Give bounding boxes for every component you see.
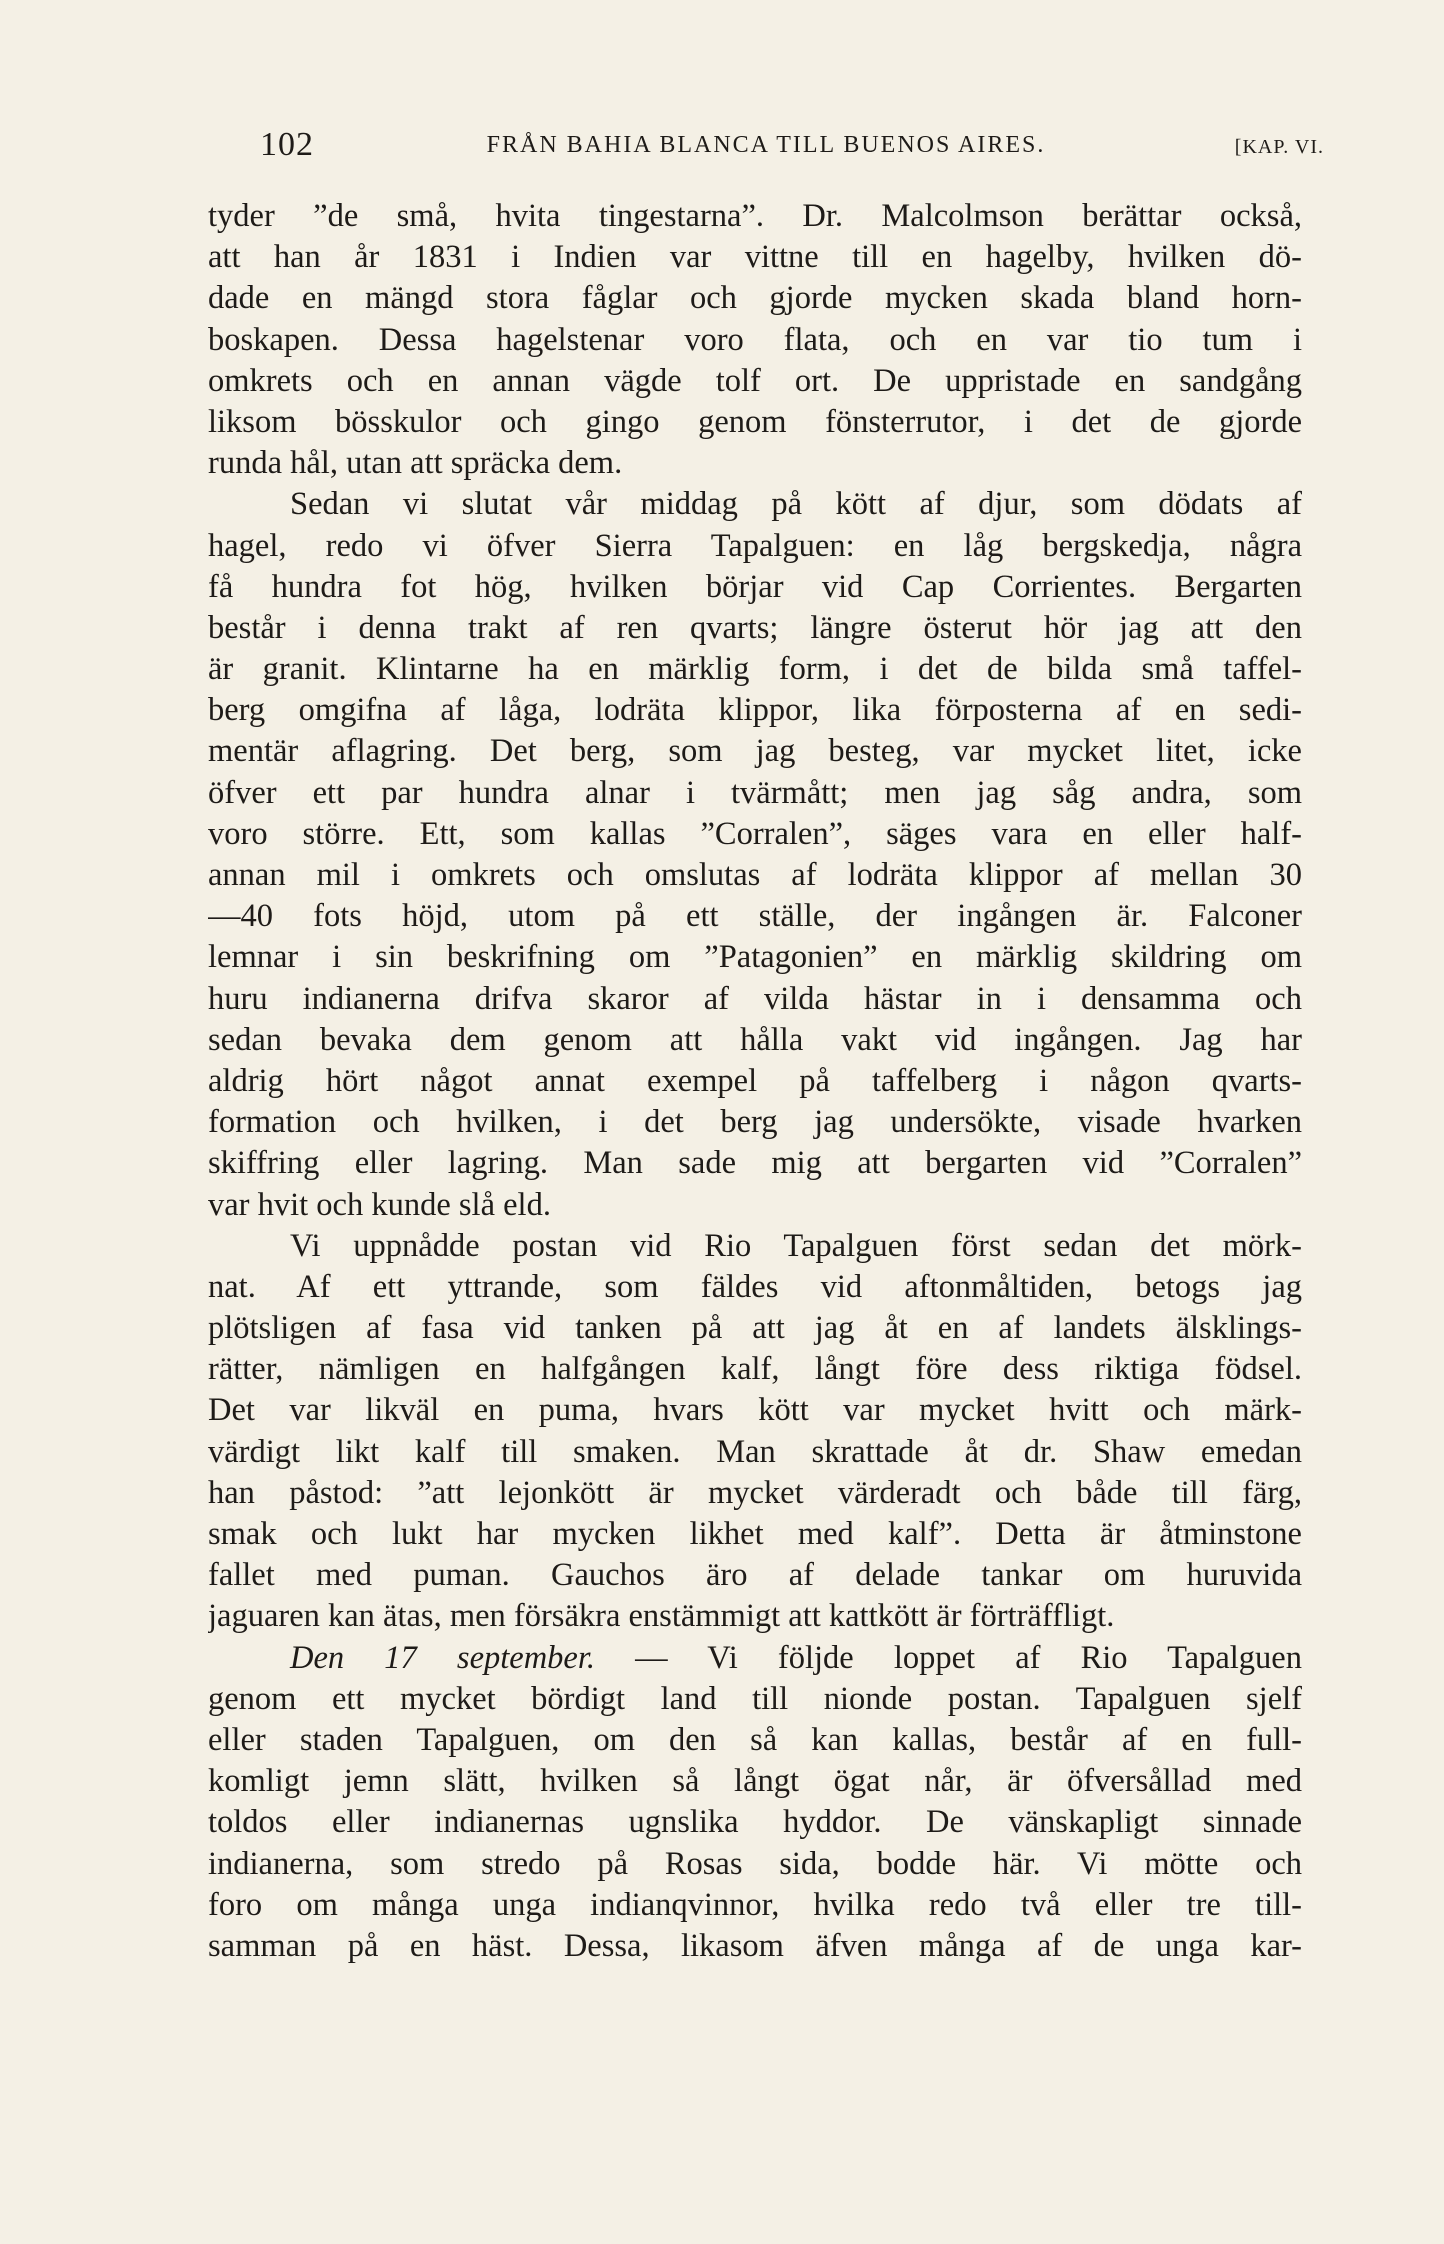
text-line: han påstod: ”att lejonkött är mycket värderadt och både till färg,	[208, 1474, 1302, 1511]
dateline: Den 17 september.	[290, 1639, 596, 1676]
text-line: att han år 1831 i Indien var vittne till en hagelby, hvilken dö-	[208, 239, 1302, 276]
chapter-label: [KAP. VI.	[1234, 136, 1324, 158]
text-line: värdigt likt kalf till smaken. Man skrattade åt dr. Shaw emedan	[208, 1433, 1302, 1470]
page-header	[208, 126, 1324, 176]
text-line: omkrets och en annan vägde tolf ort. De uppristade en sandgång	[208, 362, 1302, 399]
text-line: boskapen. Dessa hagelstenar voro flata, och en var tio tum i	[208, 321, 1302, 358]
text-line: få hundra fot hög, hvilken börjar vid Cap Corrientes. Bergarten	[208, 568, 1302, 605]
text-line: aldrig hört något annat exempel på taffelberg i någon qvarts-	[208, 1062, 1302, 1099]
text-line: samman på en häst. Dessa, likasom äfven många af de unga kar-	[208, 1927, 1302, 1964]
text-line: indianerna, som stredo på Rosas sida, bodde här. Vi mötte och	[208, 1845, 1302, 1882]
text-line: voro större. Ett, som kallas ”Corralen”, säges vara en eller half-	[208, 815, 1302, 852]
text-line: runda hål, utan att spräcka dem.	[208, 445, 623, 482]
text-line: Vi uppnådde postan vid Rio Tapalguen först sedan det mörk-	[290, 1227, 1302, 1264]
text-line: Sedan vi slutat vår middag på kött af djur, som dödats af	[290, 486, 1302, 523]
dateline-line	[208, 1638, 1302, 1679]
text-line: fallet med puman. Gauchos äro af delade tankar om huruvida	[208, 1557, 1302, 1594]
text-line: rätter, nämligen en halfgången kalf, långt före dess riktiga födsel.	[208, 1351, 1302, 1388]
text-line: sedan bevaka dem genom att hålla vakt vid ingången. Jag har	[208, 1021, 1302, 1058]
text-line: nat. Af ett yttrande, som fäldes vid aftonmåltiden, betogs jag	[208, 1268, 1302, 1305]
text-line: tyder ”de små, hvita tingestarna”. Dr. Malcolmson berättar också,	[208, 198, 1302, 234]
text-line: huru indianerna drifva skaror af vilda hästar in i densamma och	[208, 980, 1302, 1017]
text-line: liksom bösskulor och gingo genom fönsterrutor, i det de gjorde	[208, 403, 1302, 440]
text-line: öfver ett par hundra alnar i tvärmått; men jag såg andra, som	[208, 774, 1302, 811]
text-line: plötsligen af fasa vid tanken på att jag åt en af landets älsklings-	[208, 1310, 1302, 1347]
text-line: hagel, redo vi öfver Sierra Tapalguen: en låg bergskedja, några	[208, 527, 1302, 564]
text-line: lemnar i sin beskrifning om ”Patagonien” en märklig skildring om	[208, 939, 1302, 976]
text-line: annan mil i omkrets och omslutas af lodräta klippor af mellan 30	[208, 857, 1302, 893]
text-line: eller staden Tapalguen, om den så kan kallas, består af en full-	[208, 1721, 1302, 1758]
text-line: — Vi följde loppet af Rio Tapalguen	[635, 1639, 1302, 1676]
text-line: är granit. Klintarne ha en märklig form, i det de bilda små taffel-	[208, 651, 1302, 688]
text-line: —40 fots höjd, utom på ett ställe, der ingången är. Falconer	[208, 898, 1302, 935]
text-line: komligt jemn slätt, hvilken så långt ögat når, är öfversållad med	[208, 1763, 1302, 1800]
text-line: berg omgifna af låga, lodräta klippor, lika förposterna af en sedi-	[208, 692, 1302, 729]
text-line: Det var likväl en puma, hvars kött var mycket hvitt och märk-	[208, 1392, 1302, 1429]
text-line: var hvit och kunde slå eld.	[208, 1186, 551, 1223]
text-line: jaguaren kan ätas, men försäkra enstämmigt att kattkött är förträffligt.	[208, 1598, 1115, 1635]
text-line: formation och hvilken, i det berg jag undersökte, visade hvarken	[208, 1104, 1302, 1141]
text-line: dade en mängd stora fåglar och gjorde mycken skada bland horn-	[208, 280, 1302, 317]
text-line: består i denna trakt af ren qvarts; längre österut hör jag att den	[208, 609, 1302, 646]
text-line: skiffring eller lagring. Man sade mig att bergarten vid ”Corralen”	[208, 1145, 1302, 1182]
text-line: smak och lukt har mycken likhet med kalf”. Detta är åtminstone	[208, 1516, 1302, 1552]
running-title: FRÅN BAHIA BLANCA TILL BUENOS AIRES.	[486, 132, 1046, 158]
text-line: foro om många unga indianqvinnor, hvilka redo två eller tre till-	[208, 1886, 1302, 1923]
text-line: mentär aflagring. Det berg, som jag besteg, var mycket litet, icke	[208, 733, 1302, 770]
body-text	[208, 196, 1302, 1967]
text-line: toldos eller indianernas ugnslika hyddor. De vänskapligt sinnade	[208, 1804, 1302, 1841]
page-number: 102	[260, 126, 314, 163]
text-line: genom ett mycket bördigt land till nionde postan. Tapalguen sjelf	[208, 1680, 1302, 1717]
